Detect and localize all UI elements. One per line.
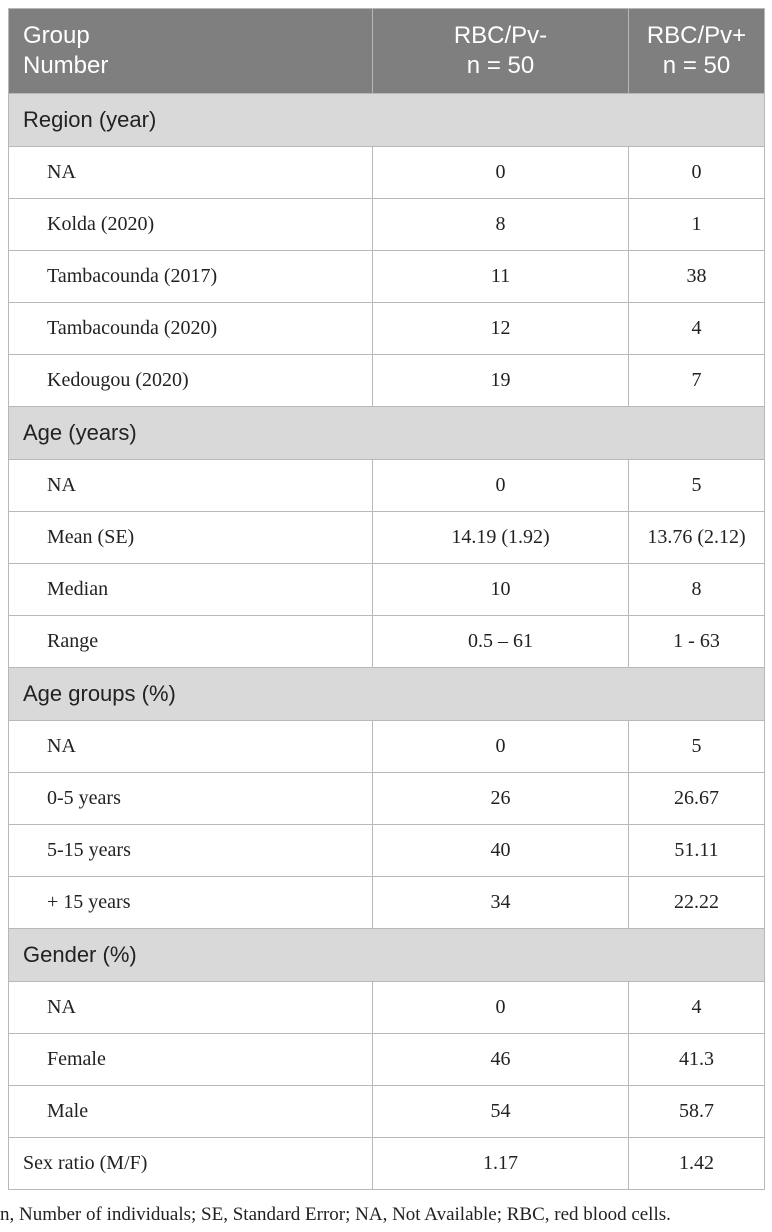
table-row	[9, 1086, 765, 1138]
header-pv-neg-line2: n = 50	[466, 52, 535, 79]
cell-pv-pos: 58.7	[629, 1086, 765, 1138]
cell-pv-pos: 1	[629, 199, 765, 251]
table-row-sex-ratio	[9, 1138, 765, 1190]
section-title: Region (year)	[9, 94, 765, 147]
row-label: Mean (SE)	[9, 512, 373, 564]
table-row	[9, 147, 765, 199]
table-row	[9, 460, 765, 512]
row-label: NA	[9, 460, 373, 512]
table-row	[9, 512, 765, 564]
section-row-gender	[9, 929, 765, 982]
cell-pv-pos: 22.22	[629, 877, 765, 929]
cell-pv-neg: 0	[373, 460, 629, 512]
table-footnote: n, Number of individuals; SE, Standard Error; NA, Not Available; RBC, red blood cells.	[0, 1204, 671, 1225]
section-row-age	[9, 407, 765, 460]
cell-pv-pos: 41.3	[629, 1034, 765, 1086]
cell-pv-pos: 13.76 (2.12)	[629, 512, 765, 564]
section-row-age-groups	[9, 668, 765, 721]
section-title: Age groups (%)	[9, 668, 765, 721]
cell-pv-neg: 8	[373, 199, 629, 251]
cell-pv-pos: 51.11	[629, 825, 765, 877]
row-label: NA	[9, 147, 373, 199]
cell-pv-pos: 1 - 63	[629, 616, 765, 668]
cell-pv-neg: 0	[373, 721, 629, 773]
cell-pv-neg: 26	[373, 773, 629, 825]
section-title: Age (years)	[9, 407, 765, 460]
row-label: Tambacounda (2017)	[9, 251, 373, 303]
cell-pv-neg: 0	[373, 982, 629, 1034]
cell-pv-neg: 34	[373, 877, 629, 929]
header-rbc-pv-pos	[629, 9, 765, 94]
table-row	[9, 825, 765, 877]
row-label: Tambacounda (2020)	[9, 303, 373, 355]
row-label: 0-5 years	[9, 773, 373, 825]
table-row	[9, 564, 765, 616]
header-rbc-pv-neg	[373, 9, 629, 94]
row-label: Kedougou (2020)	[9, 355, 373, 407]
table-row	[9, 355, 765, 407]
cell-pv-pos: 5	[629, 721, 765, 773]
table-header	[9, 9, 765, 94]
cell-pv-neg: 0	[373, 147, 629, 199]
section-row-region	[9, 94, 765, 147]
table-row	[9, 303, 765, 355]
table-row	[9, 721, 765, 773]
cell-pv-neg: 40	[373, 825, 629, 877]
cell-pv-pos: 38	[629, 251, 765, 303]
header-pv-neg-line1: RBC/Pv-	[453, 22, 548, 49]
cell-pv-neg: 54	[373, 1086, 629, 1138]
header-group-line1: Group	[23, 22, 90, 49]
cell-pv-pos: 5	[629, 460, 765, 512]
row-label: NA	[9, 721, 373, 773]
cell-pv-neg: 10	[373, 564, 629, 616]
data-table	[8, 8, 765, 1190]
row-label: + 15 years	[9, 877, 373, 929]
cell-pv-pos: 26.67	[629, 773, 765, 825]
cell-pv-pos: 7	[629, 355, 765, 407]
cell-pv-pos: 0	[629, 147, 765, 199]
row-label: Kolda (2020)	[9, 199, 373, 251]
cell-pv-neg: 19	[373, 355, 629, 407]
header-pv-pos-line1: RBC/Pv+	[646, 22, 747, 49]
cell-pv-neg: 0.5 – 61	[373, 616, 629, 668]
cell-pv-neg: 1.17	[373, 1138, 629, 1190]
row-label: 5-15 years	[9, 825, 373, 877]
header-pv-pos-line2: n = 50	[662, 52, 731, 79]
header-group-number	[9, 9, 373, 94]
row-label: NA	[9, 982, 373, 1034]
cell-pv-neg: 12	[373, 303, 629, 355]
table-row	[9, 877, 765, 929]
table-row	[9, 251, 765, 303]
table-row	[9, 1034, 765, 1086]
cell-pv-neg: 14.19 (1.92)	[373, 512, 629, 564]
table-row	[9, 199, 765, 251]
row-label: Female	[9, 1034, 373, 1086]
cell-pv-neg: 11	[373, 251, 629, 303]
section-title: Gender (%)	[9, 929, 765, 982]
cell-pv-pos: 4	[629, 982, 765, 1034]
table-row	[9, 773, 765, 825]
header-group-line2: Number	[23, 52, 109, 79]
cell-pv-pos: 4	[629, 303, 765, 355]
table-row	[9, 616, 765, 668]
row-label: Male	[9, 1086, 373, 1138]
row-label: Median	[9, 564, 373, 616]
cell-pv-neg: 46	[373, 1034, 629, 1086]
cell-pv-pos: 1.42	[629, 1138, 765, 1190]
row-label: Range	[9, 616, 373, 668]
header-row	[9, 9, 765, 94]
row-label: Sex ratio (M/F)	[9, 1138, 373, 1190]
cell-pv-pos: 8	[629, 564, 765, 616]
table-body	[9, 94, 765, 1190]
table-row	[9, 982, 765, 1034]
